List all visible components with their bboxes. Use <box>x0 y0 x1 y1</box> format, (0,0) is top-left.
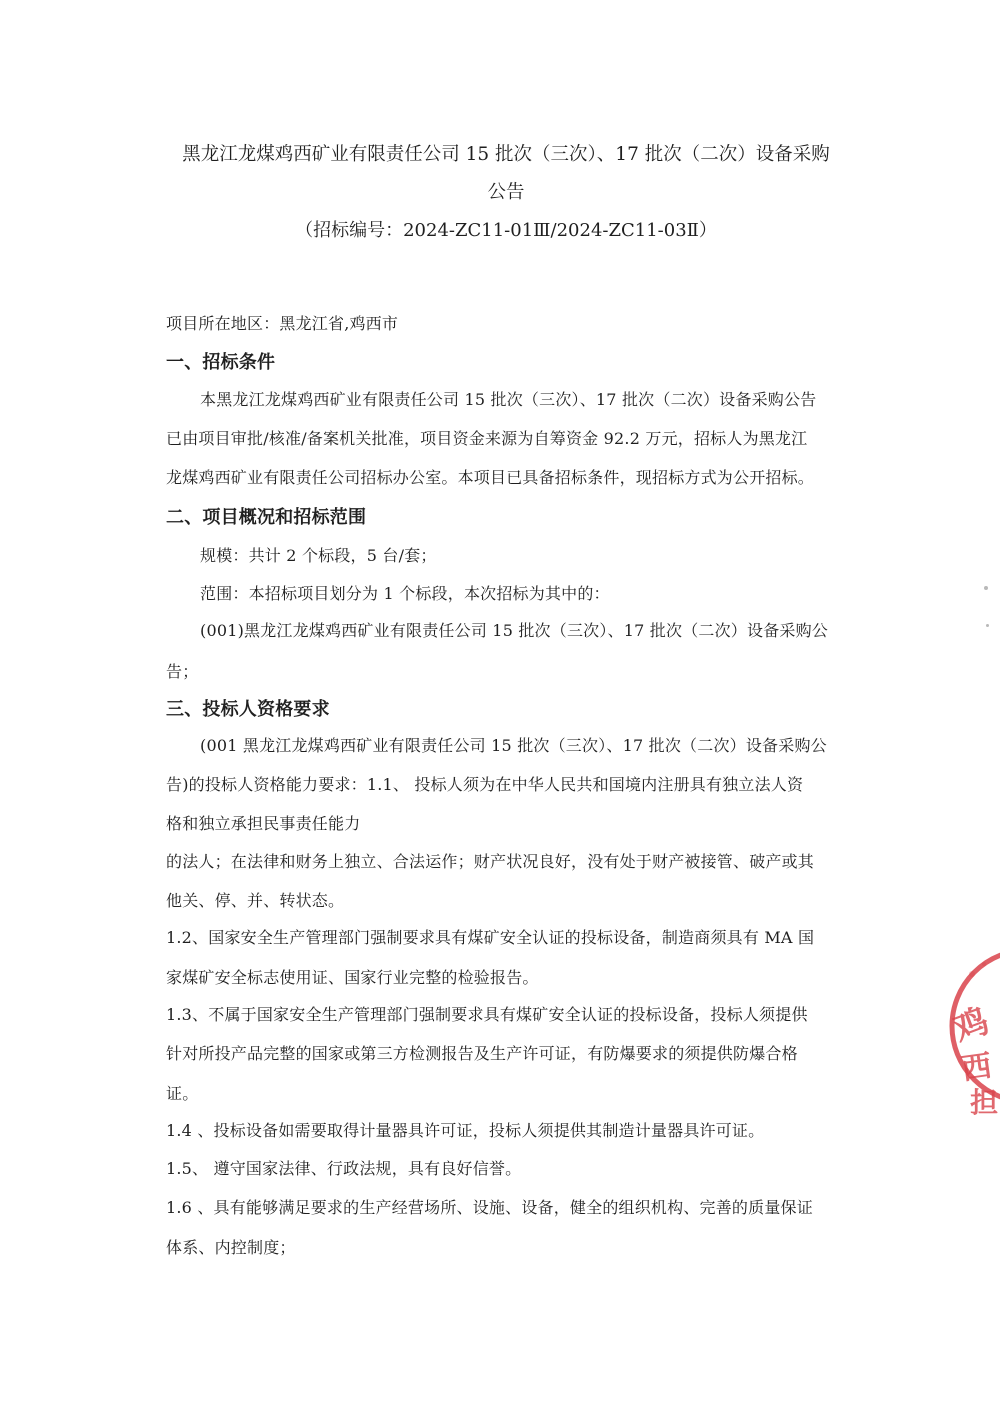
document-title <box>150 136 862 250</box>
svg-text:西: 西 <box>959 1048 994 1088</box>
requirement-1-6-line: 1.6 、具有能够满足要求的生产经营场所、设施、设备，健全的组织机构、完善的质量保证 <box>166 1198 813 1217</box>
requirement-1-5: 1.5、 遵守国家法律、行政法规，具有良好信誉。 <box>166 1159 522 1178</box>
requirement-1-3-line: 证。 <box>166 1084 199 1103</box>
section-1-text-line: 已由项目审批/核准/备案机关批准，项目资金来源为自筹资金 92.2 万元，招标人为黑龙江 <box>166 429 808 448</box>
requirement-1-3-line: 针对所投产品完整的国家或第三方检测报告及生产许可证，有防爆要求的须提供防爆合格 <box>166 1044 798 1063</box>
title-line-2: 公告 <box>487 182 525 203</box>
requirement-1-3-line: 1.3、不属于国家安全生产管理部门强制要求具有煤矿安全认证的投标设备，投标人须提供 <box>166 1005 808 1024</box>
requirement-1-2-line: 1.2、国家安全生产管理部门强制要求具有煤矿安全认证的投标设备，制造商须具有 MA 国 <box>166 928 815 947</box>
seal-stamp-icon <box>948 936 1000 1116</box>
section-1-text-line: 本黑龙江龙煤鸡西矿业有限责任公司 15 批次（三次）、17 批次（二次）设备采购公告 <box>200 390 817 409</box>
company-seal <box>948 936 1000 1116</box>
title-line-1: 黑龙江龙煤鸡西矿业有限责任公司 15 批次（三次）、17 批次（二次）设备采购 <box>182 144 830 165</box>
scan-speck <box>986 624 989 627</box>
requirement-1-4: 1.4 、投标设备如需要取得计量器具许可证，投标人须提供其制造计量器具许可证。 <box>166 1121 765 1140</box>
qualification-text-line: 告)的投标人资格能力要求：1.1、 投标人须为在中华人民共和国境内注册具有独立法人资 <box>166 775 804 794</box>
qualification-text-line: (001 黑龙江龙煤鸡西矿业有限责任公司 15 批次（三次）、17 批次（二次）设备采购公 <box>200 736 827 755</box>
section-3-heading: 三、投标人资格要求 <box>166 699 330 720</box>
qualification-text-line: 格和独立承担民事责任能力 <box>166 814 361 833</box>
requirement-1-6-line: 体系、内控制度； <box>166 1238 296 1257</box>
scope-text: 范围：本招标项目划分为 1 个标段，本次招标为其中的： <box>200 584 610 603</box>
project-region: 项目所在地区：黑龙江省,鸡西市 <box>166 314 399 333</box>
qualification-text-line: 的法人；在法律和财务上独立、合法运作；财产状况良好，没有处于财产被接管、破产或其 <box>166 852 815 871</box>
scan-speck <box>984 586 988 590</box>
svg-text:鸡: 鸡 <box>948 1000 995 1051</box>
scale-text: 规模：共计 2 个标段，5 台/套； <box>200 546 437 565</box>
svg-text:担: 担 <box>970 1086 999 1116</box>
tender-number: （招标编号：2024-ZC11-01Ⅲ/2024-ZC11-03Ⅱ） <box>295 220 717 241</box>
section-1-text-line: 龙煤鸡西矿业有限责任公司招标办公室。本项目已具备招标条件，现招标方式为公开招标。 <box>166 468 815 487</box>
section-2-heading: 二、项目概况和招标范围 <box>166 507 367 528</box>
lot-text-line: 告； <box>166 662 199 681</box>
qualification-text-line: 他关、停、并、转状态。 <box>166 891 345 910</box>
section-1-heading: 一、招标条件 <box>166 352 276 373</box>
requirement-1-2-line: 家煤矿安全标志使用证、国家行业完整的检验报告。 <box>166 968 539 987</box>
lot-text-line: (001)黑龙江龙煤鸡西矿业有限责任公司 15 批次（三次）、17 批次（二次）设备采购公 <box>200 621 829 640</box>
